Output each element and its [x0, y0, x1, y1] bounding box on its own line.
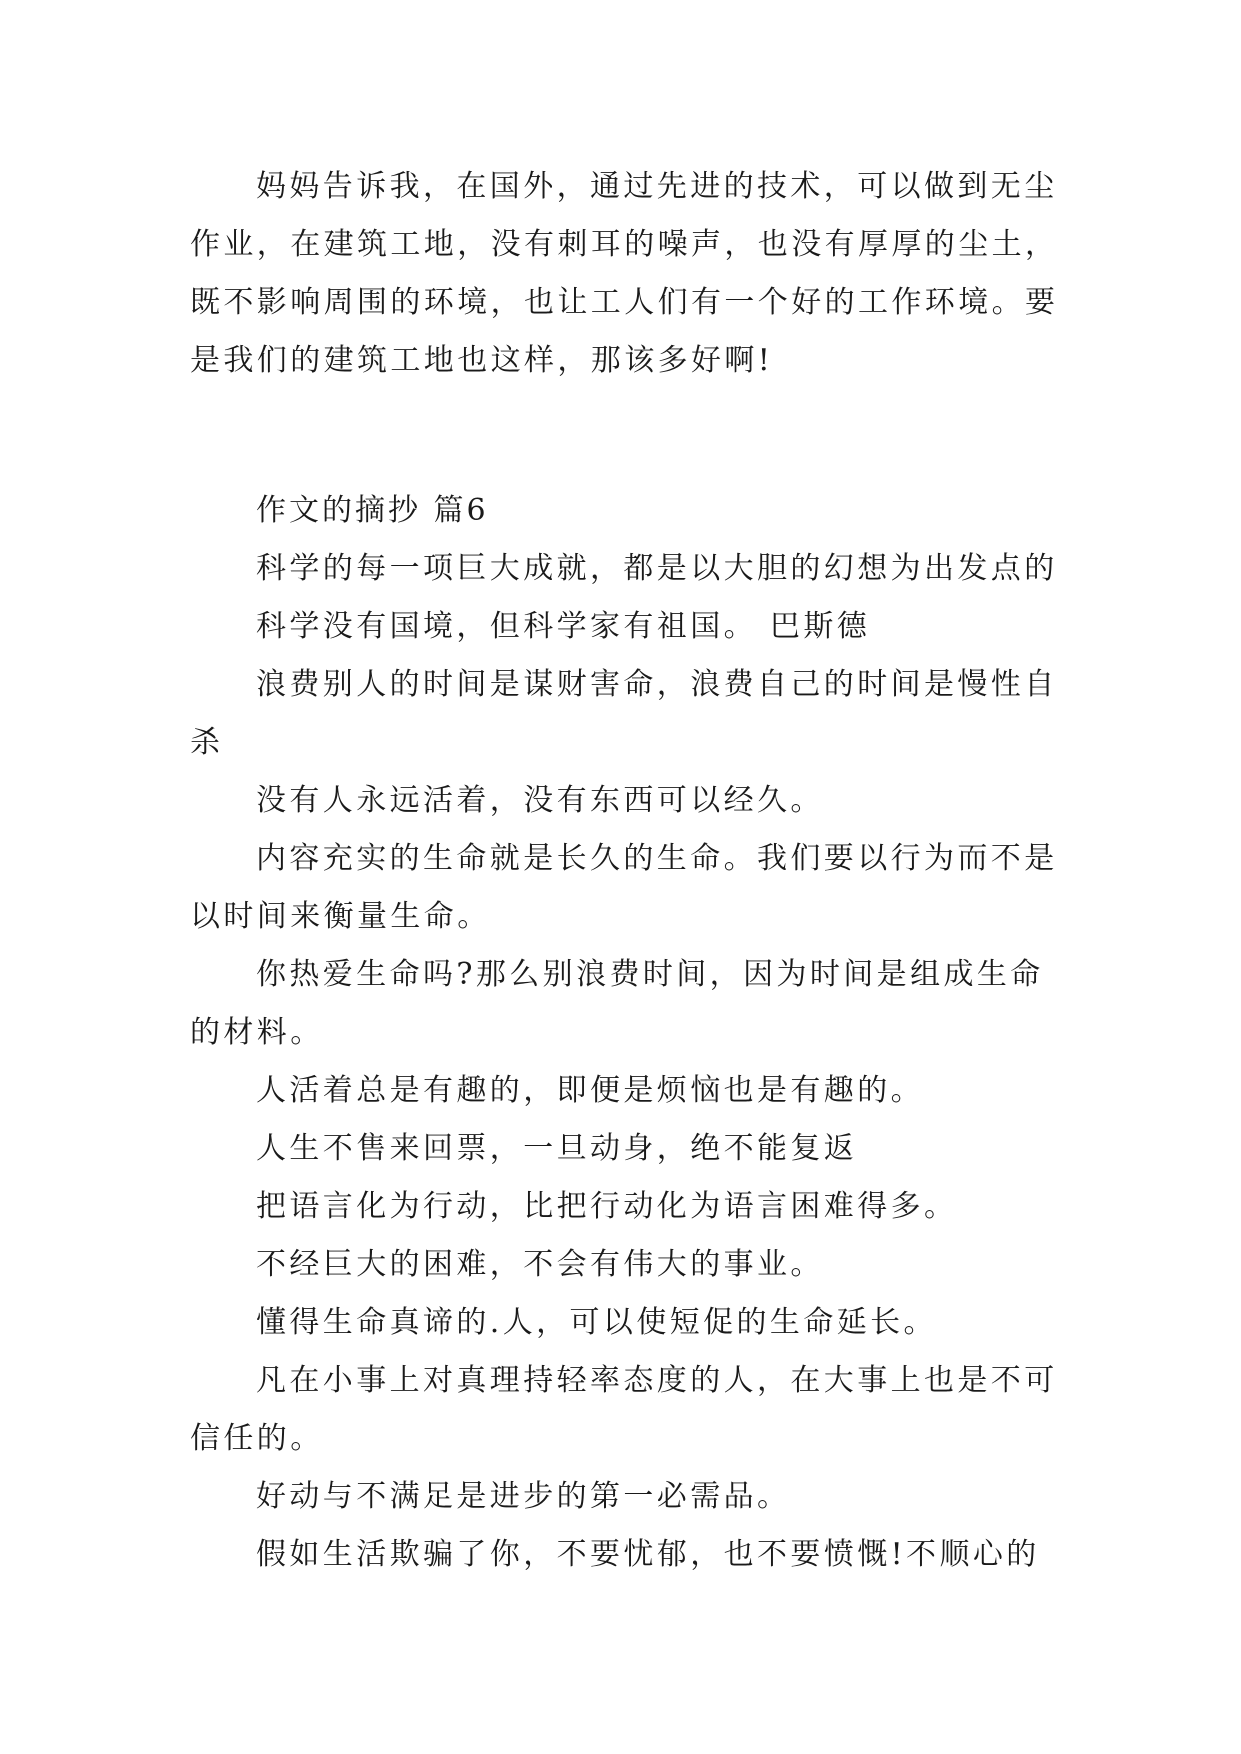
- quote-paragraph: 科学没有国境，但科学家有祖国。 巴斯德: [256, 609, 871, 644]
- quote-paragraph: 内容充实的生命就是长久的生命。我们要以行为而不是以时间来衡量生命。: [190, 841, 1058, 934]
- quote-paragraph: 人活着总是有趣的，即便是烦恼也是有趣的。: [256, 1073, 924, 1108]
- quote-paragraph: 你热爱生命吗?那么别浪费时间，因为时间是组成生命的材料。: [190, 957, 1044, 1050]
- quote-paragraph: 懂得生命真谛的.人，可以使短促的生命延长。: [256, 1305, 937, 1340]
- quote-paragraph: 没有人永远活着，没有东西可以经久。: [256, 783, 824, 818]
- quote-paragraph: 凡在小事上对真理持轻率态度的人，在大事上也是不可信任的。: [190, 1363, 1058, 1456]
- quote-paragraph: 好动与不满足是进步的第一必需品。: [256, 1479, 791, 1514]
- section-spacer: [190, 390, 1070, 482]
- intro-paragraph: 妈妈告诉我，在国外，通过先进的技术，可以做到无尘作业，在建筑工地，没有刺耳的噪声，也没有厚厚的尘土，既不影响周围的环境，也让工人们有一个好的工作环境。要是我们的建筑工地也这样，那该多好啊!: [190, 169, 1059, 378]
- section-title: 作文的摘抄 篇6: [256, 493, 489, 528]
- quote-paragraph: 把语言化为行动，比把行动化为语言困难得多。: [256, 1189, 958, 1224]
- quote-paragraph: 不经巨大的困难，不会有伟大的事业。: [256, 1247, 824, 1282]
- quote-paragraph: 假如生活欺骗了你，不要忧郁，也不要愤慨!不顺心的: [256, 1537, 1040, 1572]
- quote-paragraph: 浪费别人的时间是谋财害命，浪费自己的时间是慢性自杀: [190, 667, 1058, 760]
- quote-paragraph: 人生不售来回票，一旦动身，绝不能复返: [256, 1131, 858, 1166]
- quote-paragraph: 科学的每一项巨大成就，都是以大胆的幻想为出发点的: [256, 551, 1058, 586]
- document-body: [190, 158, 1070, 1584]
